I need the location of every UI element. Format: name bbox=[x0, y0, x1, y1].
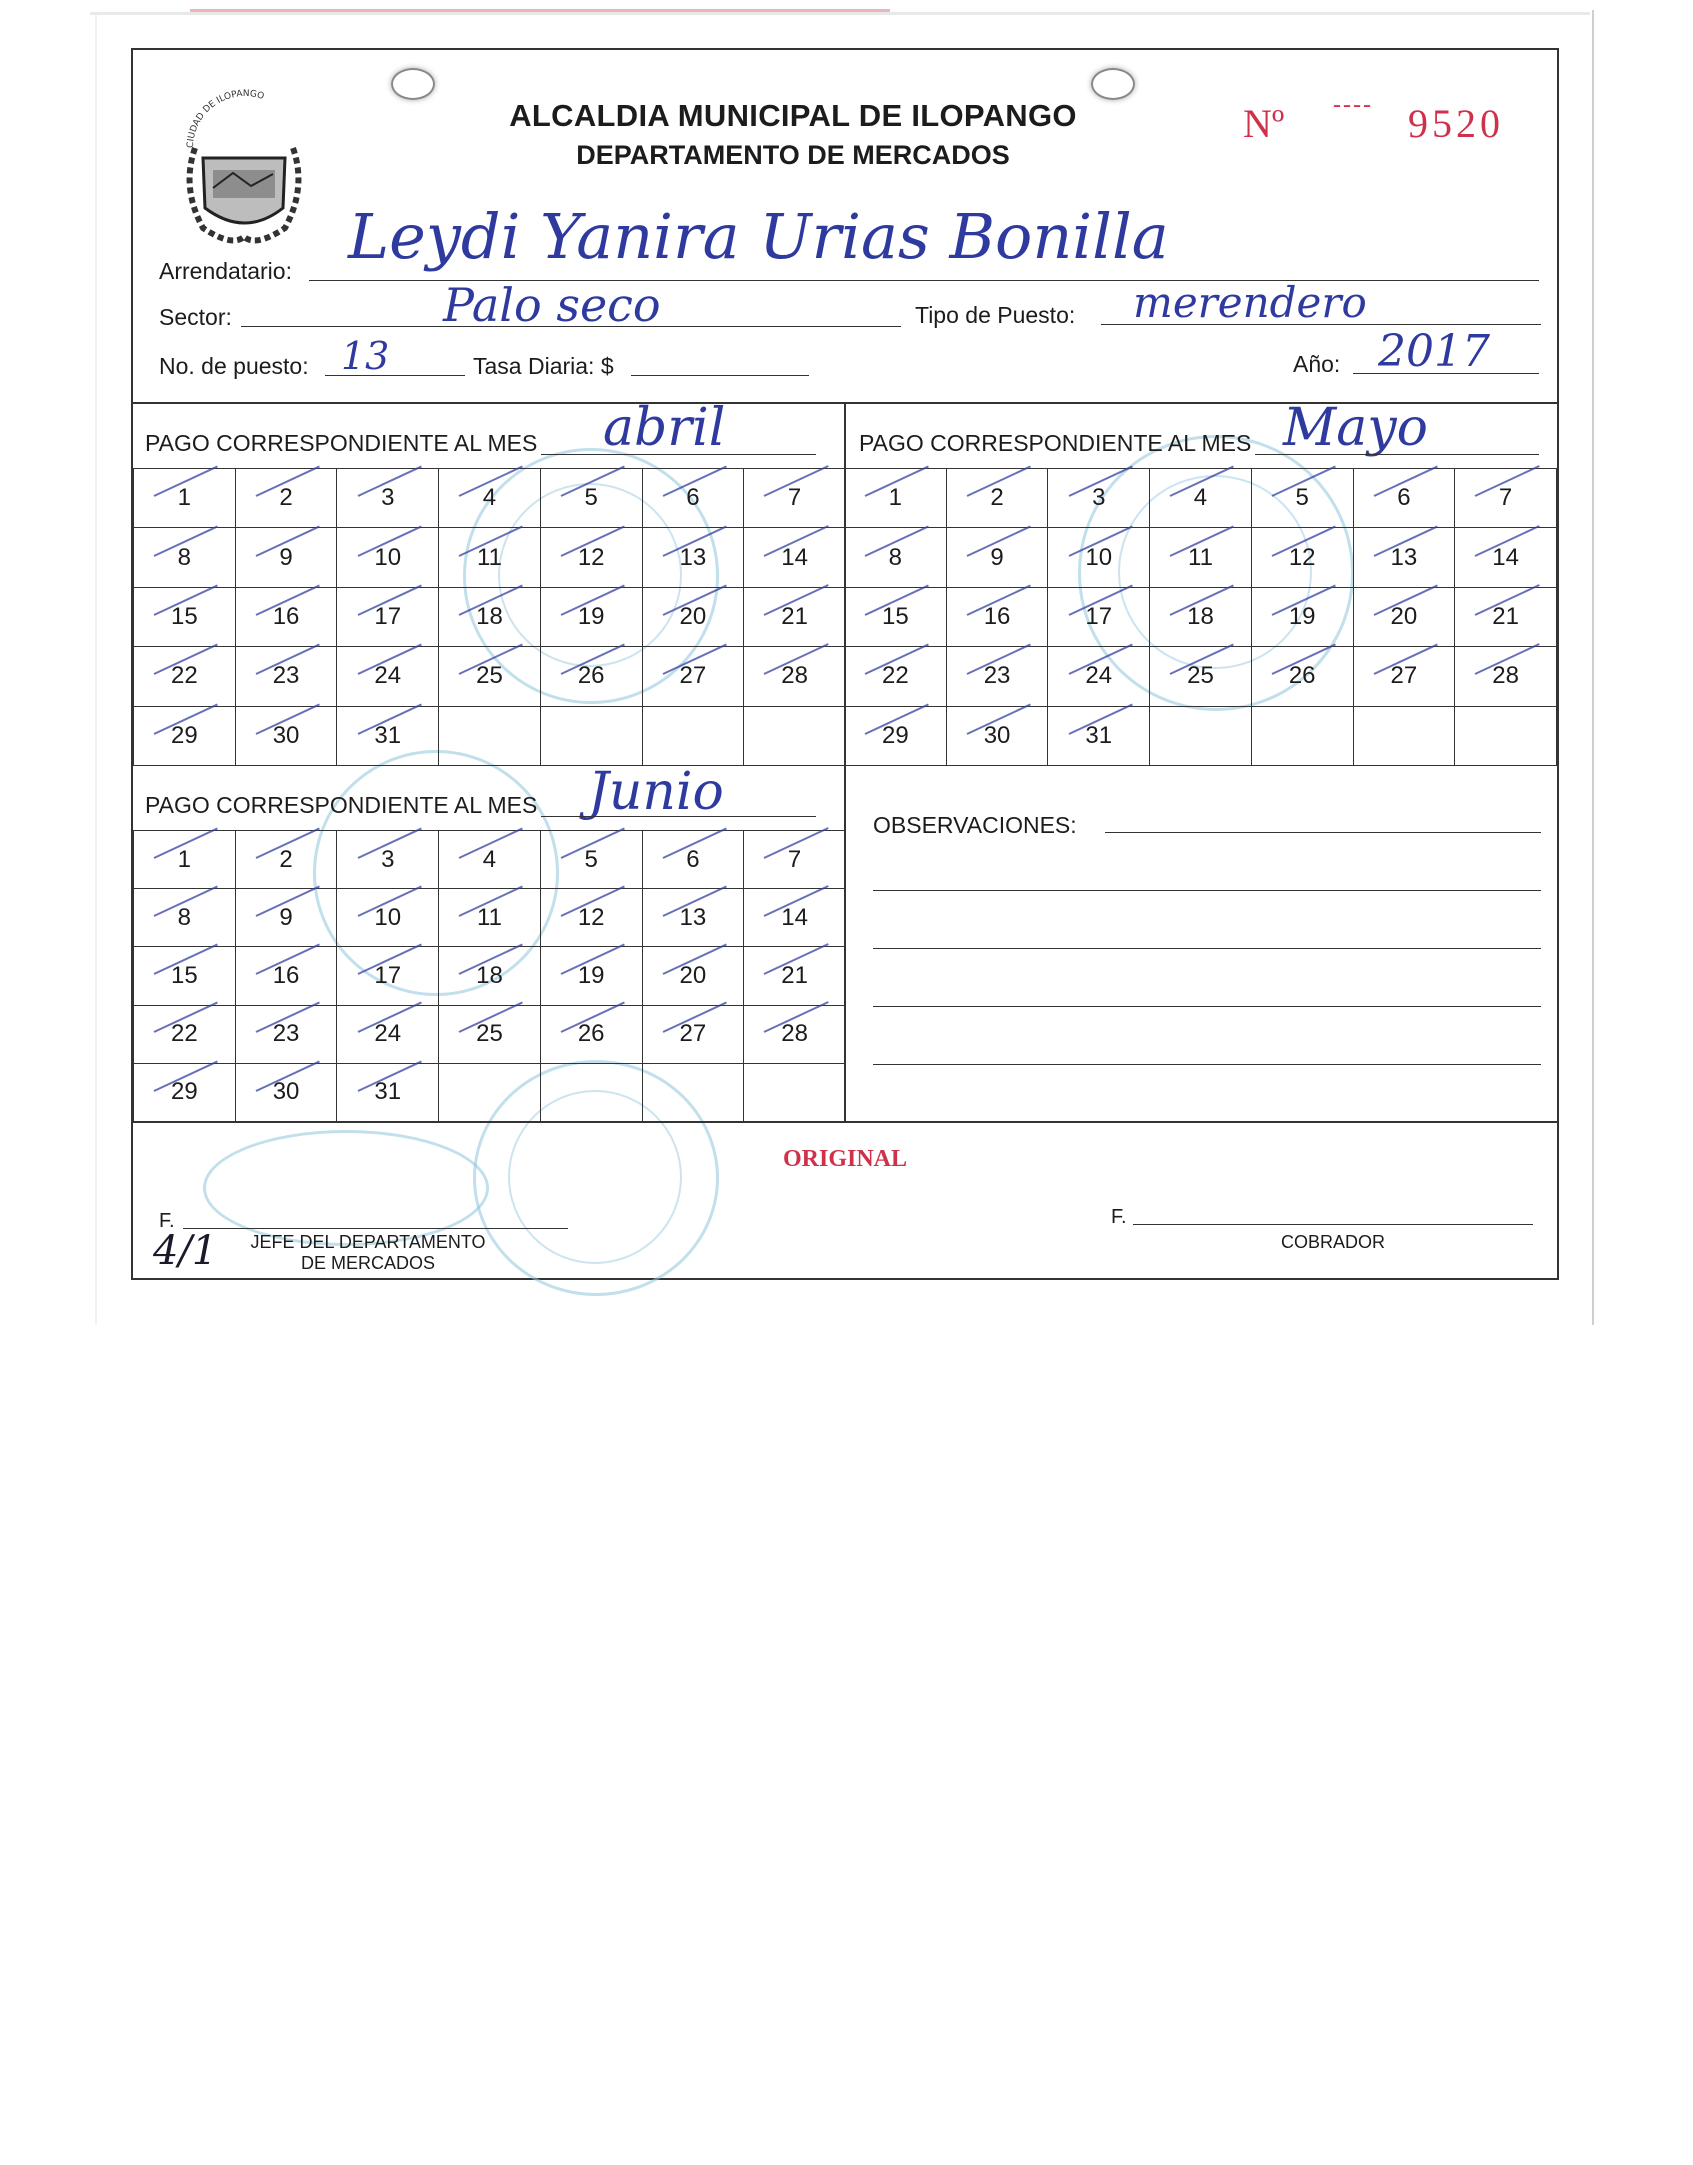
calendar-abril bbox=[133, 468, 846, 766]
day-number: 10 bbox=[1085, 543, 1113, 571]
month-line-2 bbox=[1255, 454, 1539, 455]
day-number: 2 bbox=[279, 845, 293, 873]
day-number: 27 bbox=[679, 1020, 707, 1048]
day-number: 21 bbox=[781, 602, 808, 630]
day-number: 14 bbox=[1492, 543, 1519, 571]
day-number: 2 bbox=[990, 484, 1004, 512]
day-cell[interactable] bbox=[1353, 528, 1455, 587]
day-number: 21 bbox=[781, 961, 808, 989]
day-cell[interactable] bbox=[439, 647, 541, 706]
empty-day-cell bbox=[1150, 706, 1252, 765]
calendar-mayo bbox=[844, 468, 1557, 766]
day-cell[interactable] bbox=[134, 587, 236, 646]
day-number: 25 bbox=[476, 662, 503, 690]
day-number: 8 bbox=[177, 903, 192, 931]
day-cell[interactable] bbox=[134, 1063, 236, 1121]
seal-text: CIUDAD DE ILOPANGO bbox=[185, 88, 266, 149]
day-cell[interactable] bbox=[642, 647, 744, 706]
day-cell[interactable] bbox=[1048, 469, 1150, 528]
month-line-1 bbox=[541, 454, 816, 455]
day-number: 17 bbox=[1085, 602, 1113, 630]
day-number: 5 bbox=[584, 484, 598, 512]
day-number: 17 bbox=[374, 961, 402, 989]
month-name-1[interactable]: abril bbox=[603, 398, 726, 458]
anio-value[interactable]: 2017 bbox=[1378, 326, 1490, 377]
day-number: 28 bbox=[781, 662, 808, 690]
day-cell[interactable] bbox=[540, 528, 642, 587]
calendar-week bbox=[134, 1063, 846, 1121]
anio-label: Año: bbox=[1293, 351, 1341, 377]
day-number: 31 bbox=[374, 1078, 402, 1106]
handwritten-note: 4/1 bbox=[153, 1228, 218, 1274]
day-number: 22 bbox=[171, 1020, 198, 1048]
day-number: 30 bbox=[983, 721, 1011, 749]
day-number: 13 bbox=[679, 543, 707, 571]
day-number: 8 bbox=[888, 543, 903, 571]
day-cell[interactable] bbox=[439, 1005, 541, 1063]
day-number: 3 bbox=[381, 484, 395, 512]
day-number: 16 bbox=[272, 961, 300, 989]
month-name-3[interactable]: Junio bbox=[588, 762, 724, 822]
day-number: 24 bbox=[374, 1020, 402, 1048]
calendar-week bbox=[845, 528, 1557, 587]
day-cell[interactable] bbox=[642, 831, 744, 889]
day-number: 12 bbox=[1288, 543, 1316, 571]
day-cell[interactable] bbox=[1048, 706, 1150, 765]
day-number: 9 bbox=[990, 543, 1004, 571]
day-cell[interactable] bbox=[439, 587, 541, 646]
day-number: 14 bbox=[781, 543, 808, 571]
calendar-week bbox=[845, 706, 1557, 765]
page-subtitle: DEPARTAMENTO DE MERCADOS bbox=[576, 140, 1010, 170]
day-number: 23 bbox=[983, 662, 1011, 690]
day-cell[interactable] bbox=[1150, 528, 1252, 587]
day-cell[interactable] bbox=[134, 889, 236, 947]
day-number: 21 bbox=[1492, 602, 1519, 630]
day-number: 29 bbox=[171, 721, 198, 749]
day-number: 25 bbox=[476, 1020, 503, 1048]
day-cell[interactable] bbox=[540, 831, 642, 889]
day-number: 28 bbox=[781, 1020, 808, 1048]
calendar-week bbox=[845, 587, 1557, 646]
day-cell[interactable] bbox=[744, 831, 846, 889]
number-label: Nº bbox=[1243, 101, 1285, 146]
punch-hole bbox=[391, 68, 435, 100]
day-number: 22 bbox=[882, 662, 909, 690]
day-number: 18 bbox=[476, 961, 503, 989]
day-cell[interactable] bbox=[642, 889, 744, 947]
day-number: 6 bbox=[686, 484, 700, 512]
day-cell[interactable] bbox=[134, 831, 236, 889]
day-number: 15 bbox=[882, 602, 909, 630]
day-cell[interactable] bbox=[540, 587, 642, 646]
day-number: 6 bbox=[1397, 484, 1411, 512]
day-cell[interactable] bbox=[235, 1005, 337, 1063]
day-cell[interactable] bbox=[845, 469, 947, 528]
day-number: 29 bbox=[171, 1078, 198, 1106]
day-number: 19 bbox=[577, 961, 605, 989]
day-cell[interactable] bbox=[1455, 647, 1557, 706]
day-cell[interactable] bbox=[744, 528, 846, 587]
day-number: 3 bbox=[1092, 484, 1106, 512]
month-heading-3: PAGO CORRESPONDIENTE AL MES bbox=[145, 792, 538, 818]
day-number: 5 bbox=[584, 845, 598, 873]
day-cell[interactable] bbox=[642, 587, 744, 646]
day-number: 26 bbox=[1288, 662, 1316, 690]
day-cell[interactable] bbox=[540, 947, 642, 1005]
page-title: ALCALDIA MUNICIPAL DE ILOPANGO bbox=[509, 98, 1077, 133]
day-number: 20 bbox=[679, 961, 707, 989]
day-cell[interactable] bbox=[1048, 528, 1150, 587]
day-cell[interactable] bbox=[1455, 469, 1557, 528]
scan-edge-left bbox=[95, 15, 97, 1325]
day-cell[interactable] bbox=[946, 528, 1048, 587]
calendar-week bbox=[134, 587, 846, 646]
day-cell[interactable] bbox=[1455, 528, 1557, 587]
day-cell[interactable] bbox=[1353, 647, 1455, 706]
tipo-puesto-value[interactable]: merendero bbox=[1133, 278, 1367, 327]
observaciones-line[interactable] bbox=[873, 948, 1541, 949]
empty-day-cell bbox=[744, 706, 846, 765]
svg-text:CIUDAD DE ILOPANGO bbox=[186, 89, 265, 148]
day-number: 2 bbox=[279, 484, 293, 512]
day-cell[interactable] bbox=[235, 831, 337, 889]
empty-day-cell bbox=[642, 1063, 744, 1121]
day-cell[interactable] bbox=[337, 647, 439, 706]
day-cell[interactable] bbox=[1150, 469, 1252, 528]
day-cell[interactable] bbox=[642, 469, 744, 528]
day-number: 4 bbox=[482, 845, 497, 873]
calendar-week bbox=[134, 469, 846, 528]
day-number: 17 bbox=[374, 602, 402, 630]
day-cell[interactable] bbox=[1251, 469, 1353, 528]
day-cell[interactable] bbox=[439, 831, 541, 889]
empty-day-cell bbox=[540, 1063, 642, 1121]
day-cell[interactable] bbox=[1251, 647, 1353, 706]
day-number: 7 bbox=[787, 845, 802, 873]
puesto-label: No. de puesto: bbox=[159, 353, 309, 379]
day-number: 8 bbox=[177, 543, 192, 571]
signature-line-left[interactable] bbox=[183, 1228, 568, 1229]
sector-value[interactable]: Palo seco bbox=[443, 278, 661, 332]
day-number: 4 bbox=[1193, 484, 1208, 512]
day-cell[interactable] bbox=[946, 469, 1048, 528]
empty-day-cell bbox=[1353, 706, 1455, 765]
day-number: 1 bbox=[177, 484, 192, 512]
day-number: 7 bbox=[1498, 484, 1513, 512]
municipal-seal-icon bbox=[173, 78, 313, 248]
day-cell[interactable] bbox=[946, 647, 1048, 706]
tipo-puesto-label: Tipo de Puesto: bbox=[915, 302, 1076, 328]
day-cell[interactable] bbox=[1353, 469, 1455, 528]
day-number: 13 bbox=[679, 903, 707, 931]
day-cell[interactable] bbox=[439, 889, 541, 947]
day-number: 24 bbox=[374, 662, 402, 690]
receipt-number bbox=[1243, 92, 1543, 148]
day-cell[interactable] bbox=[540, 469, 642, 528]
day-cell[interactable] bbox=[337, 889, 439, 947]
day-cell[interactable] bbox=[337, 587, 439, 646]
empty-day-cell bbox=[1455, 706, 1557, 765]
day-number: 27 bbox=[679, 662, 707, 690]
day-number: 9 bbox=[279, 543, 293, 571]
punch-hole bbox=[1091, 68, 1135, 100]
day-number: 11 bbox=[477, 543, 502, 571]
day-cell[interactable] bbox=[235, 647, 337, 706]
day-cell[interactable] bbox=[540, 1005, 642, 1063]
day-cell[interactable] bbox=[337, 947, 439, 1005]
day-number: 19 bbox=[1288, 602, 1316, 630]
day-cell[interactable] bbox=[235, 889, 337, 947]
day-number: 5 bbox=[1295, 484, 1309, 512]
tasa-diaria-label: Tasa Diaria: $ bbox=[473, 353, 614, 379]
day-cell[interactable] bbox=[744, 947, 846, 1005]
jefe-line2: DE MERCADOS bbox=[300, 1253, 435, 1273]
day-cell[interactable] bbox=[439, 947, 541, 1005]
day-cell[interactable] bbox=[235, 947, 337, 1005]
day-cell[interactable] bbox=[744, 587, 846, 646]
day-cell[interactable] bbox=[845, 528, 947, 587]
arrendatario-value[interactable]: Leydi Yanira Urias Bonilla bbox=[348, 200, 1169, 273]
f-right-label: F. bbox=[1111, 1206, 1127, 1228]
calendar-week bbox=[845, 647, 1557, 706]
day-cell[interactable] bbox=[744, 647, 846, 706]
day-number: 20 bbox=[679, 602, 707, 630]
arrendatario-label: Arrendatario: bbox=[159, 258, 292, 284]
day-cell[interactable] bbox=[439, 469, 541, 528]
calendar-week bbox=[134, 831, 846, 889]
empty-day-cell bbox=[642, 706, 744, 765]
day-cell[interactable] bbox=[134, 1005, 236, 1063]
empty-day-cell bbox=[1251, 706, 1353, 765]
tasa-diaria-line bbox=[631, 375, 809, 376]
empty-day-cell bbox=[439, 706, 541, 765]
calendar-week bbox=[134, 1005, 846, 1063]
day-number: 31 bbox=[1085, 721, 1113, 749]
day-cell[interactable] bbox=[845, 706, 947, 765]
calendar-week bbox=[134, 528, 846, 587]
day-cell[interactable] bbox=[235, 469, 337, 528]
day-number: 11 bbox=[477, 903, 502, 931]
puesto-value[interactable]: 13 bbox=[341, 334, 390, 378]
day-cell[interactable] bbox=[337, 528, 439, 587]
day-cell[interactable] bbox=[134, 469, 236, 528]
scan-edge-right bbox=[1592, 10, 1594, 1325]
day-number: 26 bbox=[577, 1020, 605, 1048]
day-number: 27 bbox=[1390, 662, 1418, 690]
day-cell[interactable] bbox=[946, 587, 1048, 646]
day-cell[interactable] bbox=[1048, 587, 1150, 646]
calendar-week bbox=[134, 706, 846, 765]
empty-day-cell bbox=[744, 1063, 846, 1121]
original-label: ORIGINAL bbox=[782, 1146, 908, 1172]
day-number: 6 bbox=[686, 845, 700, 873]
observaciones-line[interactable] bbox=[873, 890, 1541, 891]
f-left-label: F. bbox=[159, 1210, 175, 1232]
day-cell[interactable] bbox=[134, 528, 236, 587]
day-cell[interactable] bbox=[337, 1063, 439, 1121]
month-heading-1: PAGO CORRESPONDIENTE AL MES bbox=[145, 430, 538, 456]
day-cell[interactable] bbox=[744, 1005, 846, 1063]
day-number: 13 bbox=[1390, 543, 1418, 571]
day-cell[interactable] bbox=[642, 1005, 744, 1063]
day-number: 1 bbox=[177, 845, 192, 873]
sector-label: Sector: bbox=[159, 304, 232, 330]
month-heading-2: PAGO CORRESPONDIENTE AL MES bbox=[859, 430, 1252, 456]
month-line-3 bbox=[541, 816, 816, 817]
day-number: 25 bbox=[1187, 662, 1214, 690]
day-number: 30 bbox=[272, 721, 300, 749]
day-cell[interactable] bbox=[642, 528, 744, 587]
day-cell[interactable] bbox=[134, 947, 236, 1005]
scan-edge-top bbox=[90, 12, 1590, 15]
day-number: 23 bbox=[272, 1020, 300, 1048]
day-cell[interactable] bbox=[134, 706, 236, 765]
calendar-week bbox=[134, 947, 846, 1005]
day-number: 18 bbox=[476, 602, 503, 630]
day-cell[interactable] bbox=[134, 647, 236, 706]
day-number: 26 bbox=[577, 662, 605, 690]
day-number: 23 bbox=[272, 662, 300, 690]
day-cell[interactable] bbox=[744, 469, 846, 528]
number-value: 9520 bbox=[1408, 101, 1504, 146]
observaciones-label: OBSERVACIONES: bbox=[873, 812, 1077, 838]
cobrador-label: COBRADOR bbox=[1280, 1232, 1385, 1252]
day-number: 10 bbox=[374, 543, 402, 571]
day-number: 19 bbox=[577, 602, 605, 630]
day-number: 12 bbox=[577, 543, 605, 571]
day-cell[interactable] bbox=[1251, 528, 1353, 587]
observaciones-line[interactable] bbox=[1105, 832, 1541, 833]
day-cell[interactable] bbox=[1048, 647, 1150, 706]
day-number: 28 bbox=[1492, 662, 1519, 690]
day-cell[interactable] bbox=[235, 528, 337, 587]
day-cell[interactable] bbox=[845, 647, 947, 706]
day-number: 15 bbox=[171, 602, 198, 630]
day-cell[interactable] bbox=[1353, 587, 1455, 646]
day-cell[interactable] bbox=[337, 706, 439, 765]
observaciones-line[interactable] bbox=[873, 1064, 1541, 1065]
calendar-week bbox=[134, 889, 846, 947]
day-number: 1 bbox=[888, 484, 903, 512]
day-number: 16 bbox=[272, 602, 300, 630]
signature-line-right[interactable] bbox=[1133, 1224, 1533, 1225]
day-number: 10 bbox=[374, 903, 402, 931]
calendar-week bbox=[134, 647, 846, 706]
day-number: 24 bbox=[1085, 662, 1113, 690]
day-cell[interactable] bbox=[1251, 587, 1353, 646]
calendar-week bbox=[845, 469, 1557, 528]
jefe-line1: JEFE DEL DEPARTAMENTO bbox=[250, 1232, 486, 1252]
empty-day-cell bbox=[540, 706, 642, 765]
day-number: 31 bbox=[374, 721, 402, 749]
day-number: 22 bbox=[171, 662, 198, 690]
day-number: 29 bbox=[882, 721, 909, 749]
day-cell[interactable] bbox=[744, 889, 846, 947]
day-cell[interactable] bbox=[946, 706, 1048, 765]
day-cell[interactable] bbox=[642, 947, 744, 1005]
day-number: 20 bbox=[1390, 602, 1418, 630]
receipt-form bbox=[131, 48, 1559, 1280]
day-cell[interactable] bbox=[1455, 587, 1557, 646]
day-number: 12 bbox=[577, 903, 605, 931]
day-cell[interactable] bbox=[540, 889, 642, 947]
observaciones-line[interactable] bbox=[873, 1006, 1541, 1007]
day-number: 7 bbox=[787, 484, 802, 512]
day-cell[interactable] bbox=[337, 469, 439, 528]
day-cell[interactable] bbox=[439, 528, 541, 587]
day-number: 4 bbox=[482, 484, 497, 512]
day-number: 15 bbox=[171, 961, 198, 989]
calendar-junio bbox=[133, 830, 846, 1122]
day-number: 9 bbox=[279, 903, 293, 931]
day-number: 3 bbox=[381, 845, 395, 873]
day-number: 16 bbox=[983, 602, 1011, 630]
number-dash: ---- bbox=[1333, 92, 1373, 118]
day-cell[interactable] bbox=[337, 831, 439, 889]
day-cell[interactable] bbox=[337, 1005, 439, 1063]
day-cell[interactable] bbox=[1150, 647, 1252, 706]
month-name-2[interactable]: Mayo bbox=[1283, 398, 1428, 458]
day-number: 14 bbox=[781, 903, 808, 931]
day-cell[interactable] bbox=[235, 706, 337, 765]
day-cell[interactable] bbox=[235, 1063, 337, 1121]
day-number: 11 bbox=[1188, 543, 1213, 571]
day-cell[interactable] bbox=[845, 587, 947, 646]
jefe-departamento-label bbox=[223, 1232, 513, 1274]
day-cell[interactable] bbox=[1150, 587, 1252, 646]
day-cell[interactable] bbox=[235, 587, 337, 646]
day-number: 30 bbox=[272, 1078, 300, 1106]
empty-day-cell bbox=[439, 1063, 541, 1121]
day-number: 18 bbox=[1187, 602, 1214, 630]
day-cell[interactable] bbox=[540, 647, 642, 706]
